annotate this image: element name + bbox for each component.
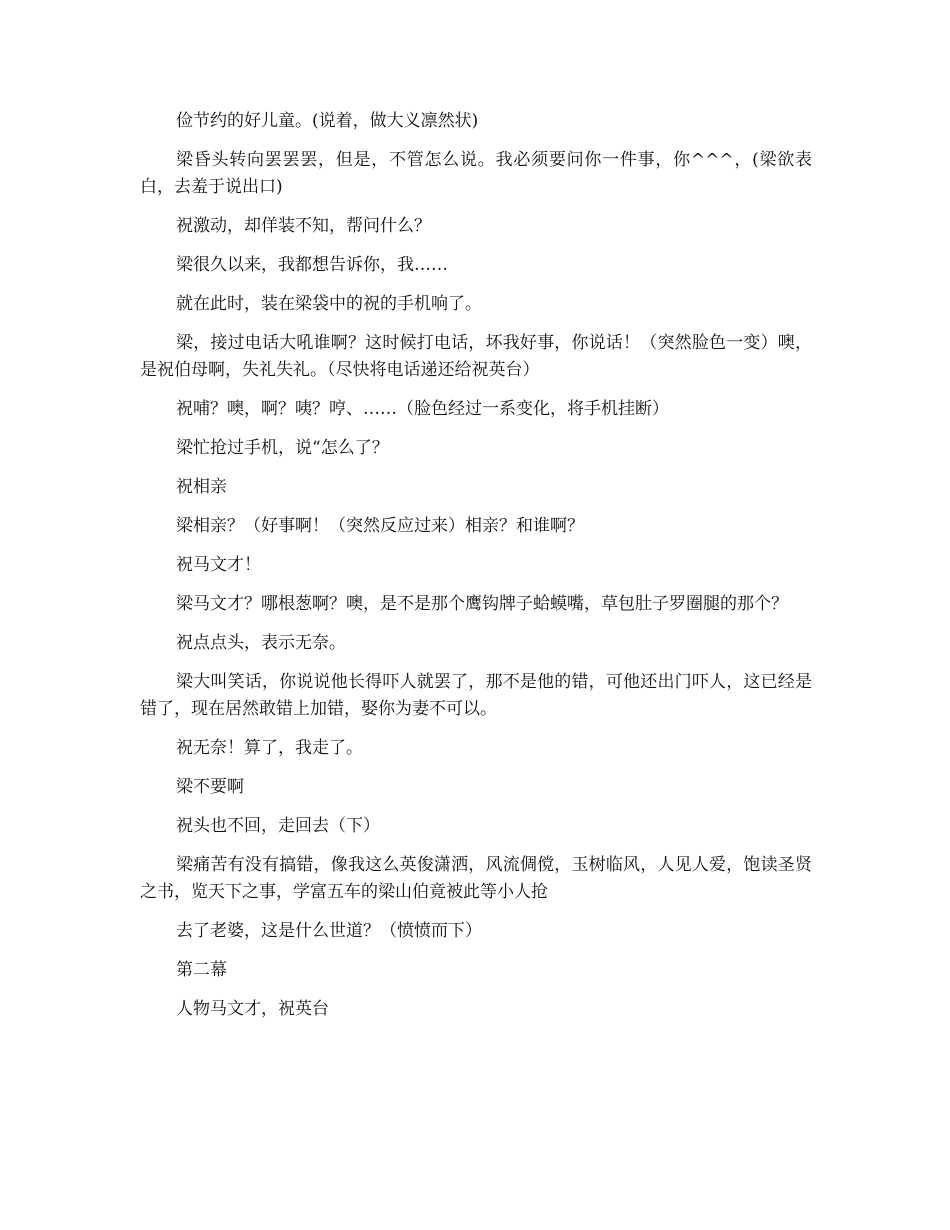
paragraph-15: 祝无奈！算了，我走了。: [176, 738, 363, 758]
paragraph-4: 梁很久以来，我都想告诉你，我……: [176, 255, 448, 275]
paragraph-14: 梁大叫笑话，你说说他长得吓人就罢了，那不是他的错，可他还出门吓人，这已经是错了，现在居然敢错上加错，娶你为妻不可以。: [140, 672, 812, 719]
paragraph-7: 祝哺？噢，啊？咦？哼、……（脸色经过一系变化，将手机挂断）: [176, 399, 669, 419]
paragraph-10: 梁相亲？（好事啊！（突然反应过来）相亲？和谁啊？: [176, 516, 584, 536]
paragraph-13: 祝点点头，表示无奈。: [176, 633, 346, 653]
document-page: [140, 108, 812, 1035]
paragraph-5: 就在此时，装在梁袋中的祝的手机响了。: [176, 294, 482, 314]
paragraph-6: 梁，接过电话大吼谁啊？这时候打电话，坏我好事，你说话！（突然脸色一变）噢，是祝伯母啊，失礼失礼。（尽快将电话递还给祝英台）: [140, 333, 812, 380]
paragraph-20: 第二幕: [176, 960, 227, 980]
paragraph-9: 祝相亲: [176, 477, 227, 497]
paragraph-12: 梁马文才？哪根葱啊？噢，是不是那个鹰钩牌子蛤蟆嘴，草包肚子罗圈腿的那个？: [176, 594, 788, 614]
paragraph-21: 人物马文才，祝英台: [176, 999, 329, 1019]
paragraph-8: 梁忙抢过手机，说“怎么了？: [176, 438, 389, 458]
paragraph-16: 梁不要啊: [176, 777, 244, 797]
paragraph-18: 梁痛苦有没有搞错，像我这么英俊潇洒，风流倜傥，玉树临风，人见人爱，饱读圣贤之书，览天下之事，学富五车的梁山伯竟被此等小人抢: [140, 855, 812, 902]
paragraph-3: 祝激动，却佯装不知，帮问什么？: [176, 216, 431, 236]
paragraph-17: 祝头也不回，走回去（下）: [176, 816, 380, 836]
paragraph-11: 祝马文才！: [176, 555, 261, 575]
paragraph-19: 去了老婆，这是什么世道？（愤愤而下）: [176, 921, 482, 941]
paragraph-1: 俭节约的好儿童。(说着，做大义凛然状): [176, 111, 479, 131]
paragraph-2: 梁昏头转向罢罢罢，但是，不管怎么说。我必须要问你一件事，你^^^，(梁欲表白，去羞于说出口): [140, 150, 812, 197]
